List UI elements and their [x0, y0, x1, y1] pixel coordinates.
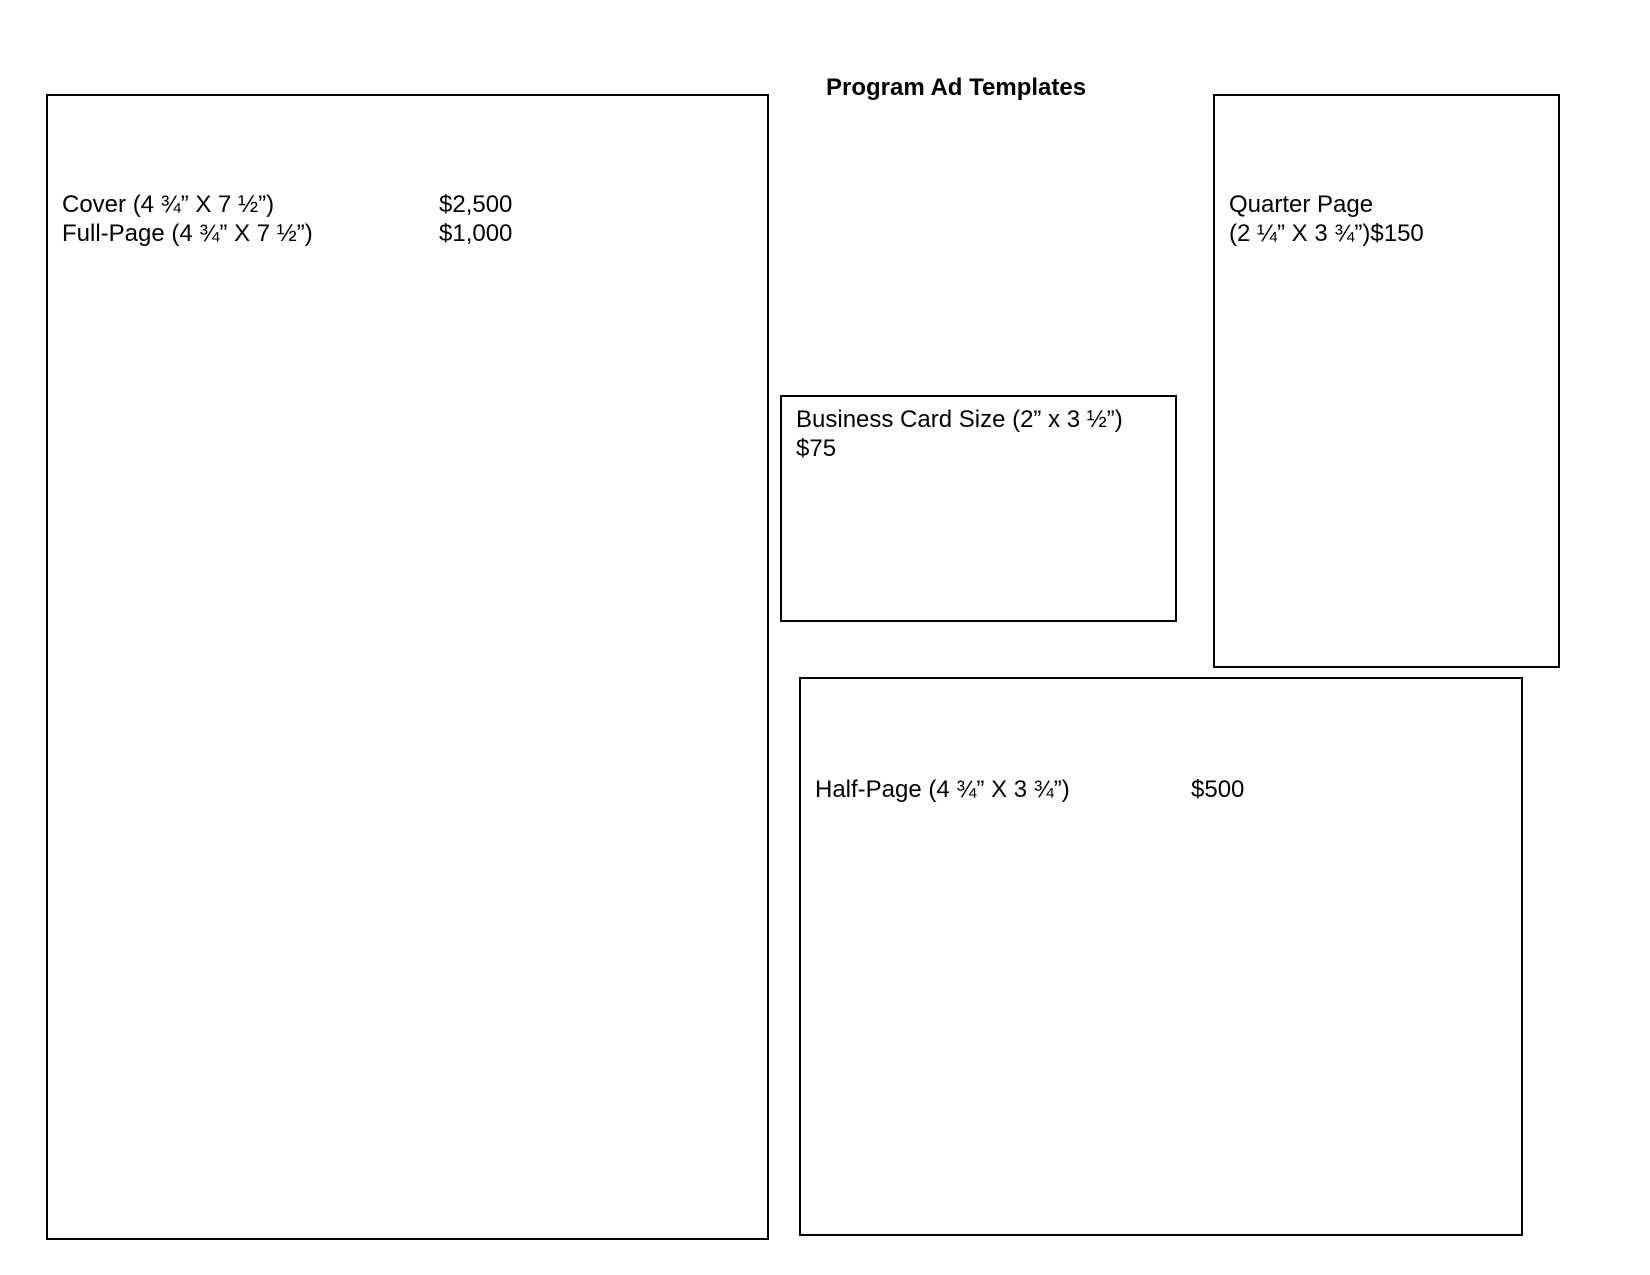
- full-page-label: Full-Page (4 ¾” X 7 ½”): [62, 220, 313, 247]
- cover-price: $2,500: [439, 191, 513, 218]
- half-page-label: Half-Page (4 ¾” X 3 ¾”): [815, 776, 1070, 803]
- half-page-ad-box: [799, 677, 1523, 1236]
- quarter-page-ad-box: [1213, 94, 1560, 668]
- full-page-ad-box: [46, 94, 769, 1240]
- page-title: Program Ad Templates: [826, 74, 1087, 101]
- quarter-page-label: Quarter Page: [1229, 191, 1374, 218]
- cover-label: Cover (4 ¾” X 7 ½”): [62, 191, 275, 218]
- full-page-price: $1,000: [439, 220, 513, 247]
- half-page-price: $500: [1191, 776, 1245, 803]
- business-card-label: Business Card Size (2” x 3 ½”): [796, 406, 1123, 433]
- quarter-page-size-price: (2 ¼” X 3 ¾”)$150: [1229, 220, 1424, 247]
- business-card-price: $75: [796, 435, 837, 462]
